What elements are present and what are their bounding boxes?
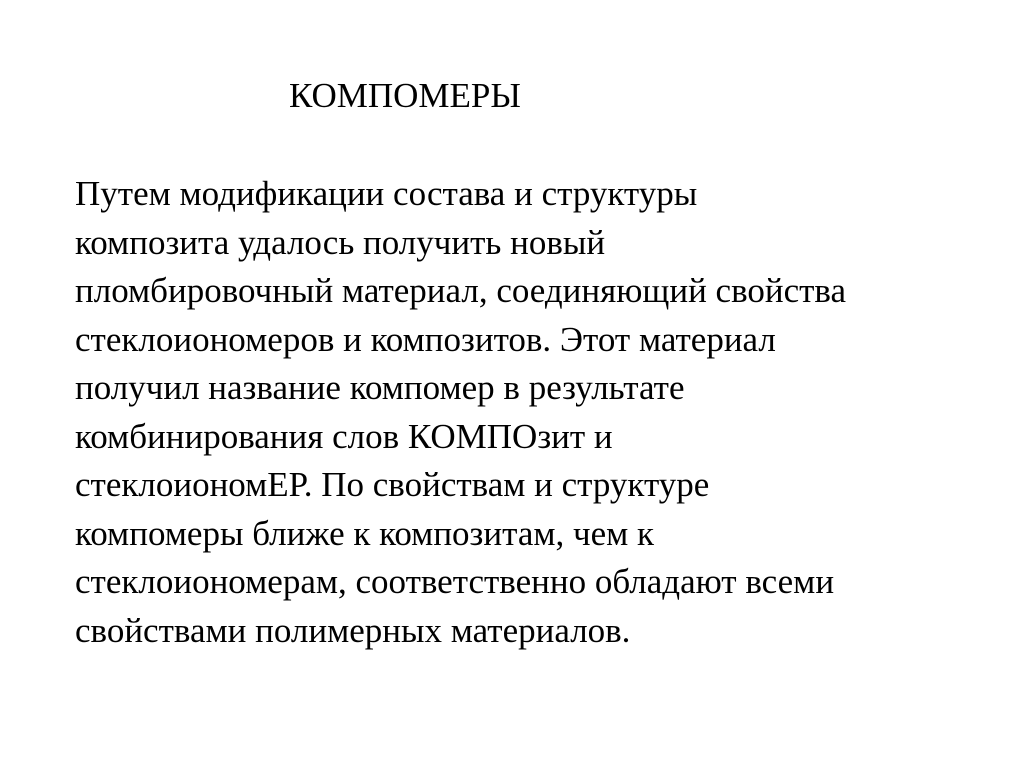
paragraph-line: комбинирования слов КОМПОзит и — [75, 416, 613, 456]
paragraph-line: композита удалось получить новый — [75, 222, 606, 262]
paragraph-line: свойствами полимерных материалов. — [75, 610, 631, 650]
slide-body-text — [75, 170, 995, 655]
paragraph-line: пломбировочный материал, соединяющий свойства — [75, 271, 847, 310]
slide-title: КОМПОМЕРЫ — [289, 76, 521, 115]
paragraph-line: Путем модификации состава и структуры — [75, 174, 698, 213]
paragraph-line: получил название компомер в результате — [75, 368, 685, 407]
paragraph-line: стеклоиономеров и композитов. Этот материал — [75, 319, 776, 359]
paragraph-line: стеклоиономЕР. По свойствам и структуре — [75, 465, 710, 504]
paragraph-line: компомеры ближе к композитам, чем к — [75, 513, 655, 553]
paragraph-line: стеклоиономерам, соответственно обладают всеми — [75, 562, 835, 601]
